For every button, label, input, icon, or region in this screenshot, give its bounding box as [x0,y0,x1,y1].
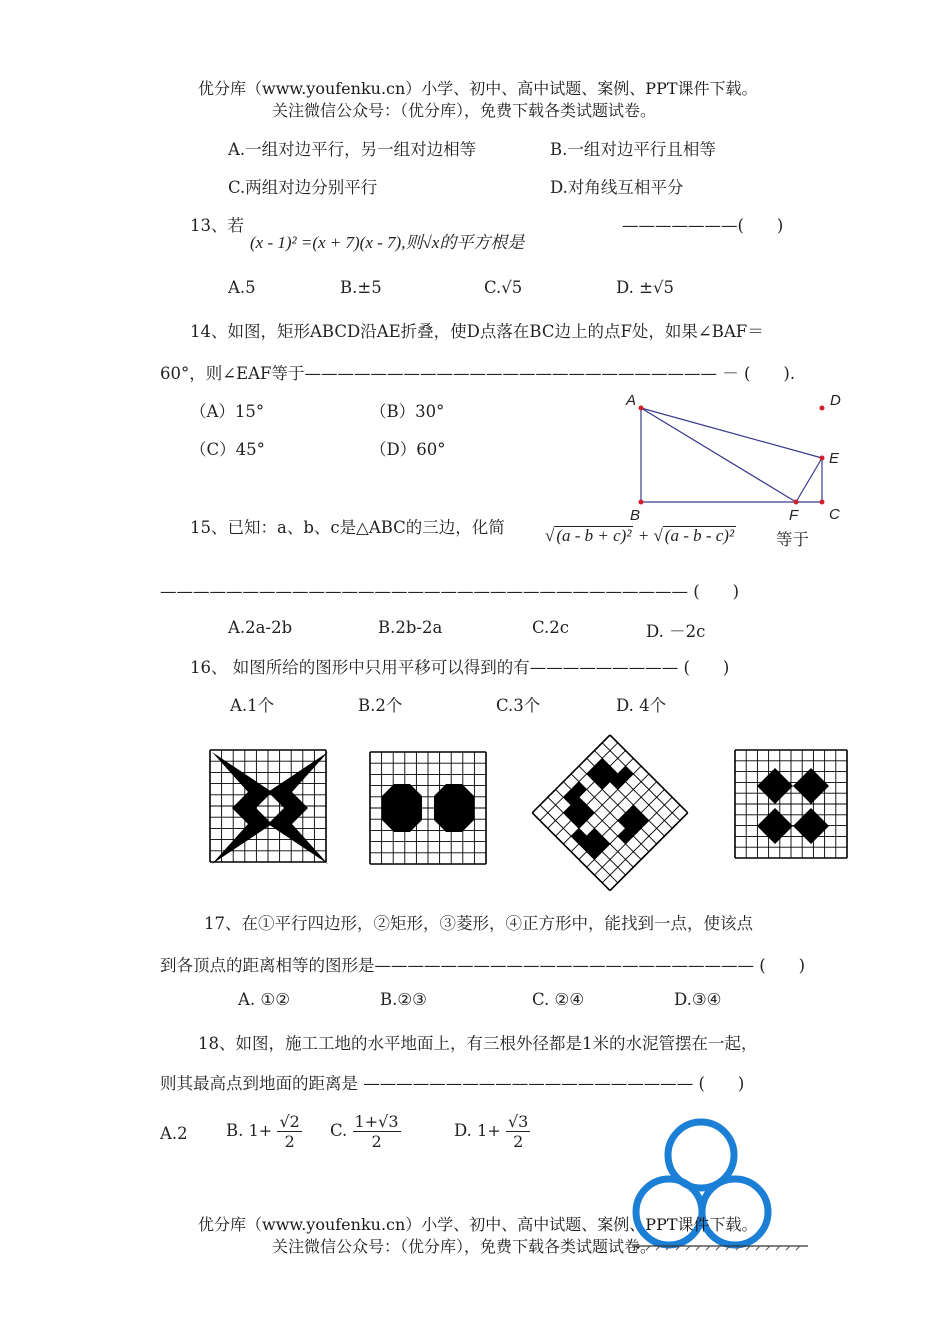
q14-line-2: 60°，则∠EAF等于————————————————————————— － ( ). [160,364,796,383]
q14-label-f: F [789,507,799,524]
q16-option-a: A.1个 [230,696,275,715]
q18-option-c-label: C. [330,1121,348,1141]
q14-label-e: E [829,450,840,467]
q18-option-a: A.2 [160,1124,188,1143]
q13-option-c: C.√5 [484,278,523,297]
q17-line-1: 17、在①平行四边形，②矩形，③菱形，④正方形中，能找到一点，使该点 [204,914,753,933]
q15-option-d: D. －2c [646,622,706,641]
q14-label-c: C [829,506,840,523]
q16-grid-figure-2 [370,752,488,868]
q17-option-b: B.②③ [380,990,427,1009]
q16-grid-figure-4 [735,750,851,862]
q16-option-c: C.3个 [496,696,541,715]
q15-suffix: 等于 [776,530,809,549]
footer-line-1: 优分库（www.youfenku.cn）小学、初中、高中试题、案例、PPT课件下载。 [198,1215,758,1234]
q12-option-d: D.对角线互相平分 [550,178,684,197]
q15-prefix: 15、已知：a、b、c是△ABC的三边，化简 [190,518,505,537]
q14-option-b: （B）30° [370,402,445,421]
q18-option-b-numerator: √2 [279,1112,300,1131]
q16-option-b: B.2个 [358,696,403,715]
q14-label-b: B [630,507,641,524]
q18-option-d-pre: 1+ [477,1121,501,1141]
q17-option-d: D.③④ [674,990,722,1009]
q17-option-a: A. ①② [238,990,290,1009]
q15-option-b: B.2b-2a [378,618,443,637]
q18-line-2: 则其最高点到地面的距离是 ———————————————————— ( ) [160,1074,745,1093]
q18-option-d-label: D. [454,1121,472,1141]
q18-option-c-numerator: 1+√3 [354,1112,399,1131]
q13-equation: (x - 1)² =(x + 7)(x - 7),则√x的平方根是 [250,233,525,252]
q16-stem: 16、 如图所给的图形中只用平移可以得到的有————————— ( ) [190,658,730,677]
q12-option-c: C.两组对边分别平行 [228,178,378,197]
q15-option-c: C.2c [532,618,570,637]
q15-expr-1: (a - b + c)² [556,526,632,545]
q18-option-b-pre: 1+ [248,1121,273,1141]
q18-option-c-denominator: 2 [371,1132,382,1152]
q13-option-d: D. ±√5 [616,278,674,297]
q14-label-a: A [626,392,637,409]
q18-line-1: 18、如图，施工工地的水平地面上，有三根外径都是1米的水泥管摆在一起， [198,1034,758,1053]
q18-option-d-fraction [506,1112,530,1151]
q17-option-c: C. ②④ [532,990,585,1009]
q13-option-b: B.±5 [340,278,382,297]
q14-label-d: D [830,392,841,409]
q18-option-b-denominator: 2 [284,1132,295,1152]
q14-line-1: 14、如图，矩形ABCD沿AE折叠，使D点落在BC边上的点F处，如果∠BAF＝ [190,322,764,341]
q18-option-c-fraction [353,1112,401,1151]
q16-grid-figure-1 [210,750,330,866]
q15-dashes: ———————————————————————————————— ( ) [160,582,740,601]
q18-option-d [454,1112,530,1151]
footer-line-2: 关注微信公众号：（优分库），免费下载各类试题试卷。 [272,1237,657,1256]
q15-plus: + [637,526,650,545]
q13-dashes: ———————( ) [622,216,784,235]
q12-option-b: B.一组对边平行且相等 [550,140,716,159]
q18-option-b-fraction [277,1112,301,1151]
q16-grid-figure-3 [530,733,690,893]
q18-option-d-numerator: √3 [507,1112,529,1131]
q15-expr-2: (a - b - c)² [664,526,735,545]
q15-option-a: A.2a-2b [228,618,293,637]
q14-option-c: （C）45° [190,440,265,459]
q13-option-a: A.5 [228,278,256,297]
q12-option-a: A.一组对边平行，另一组对边相等 [228,140,477,159]
q18-option-c [330,1112,401,1151]
q13-prefix: 13、若 [190,216,244,235]
q18-option-b [226,1112,302,1151]
q14-option-a: （A）15° [190,402,265,421]
q16-option-d: D. 4个 [616,696,667,715]
q15-expression: √ (a - b + c)² + √ (a - b - c)² [545,526,735,545]
header-line-2: 关注微信公众号：（优分库），免费下载各类试题试卷。 [272,101,657,120]
q17-line-2: 到各顶点的距离相等的图形是——————————————————————— ( ) [160,956,806,975]
header-line-1: 优分库（www.youfenku.cn）小学、初中、高中试题、案例、PPT课件下载。 [198,79,758,98]
q14-option-d: （D）60° [370,440,446,459]
q18-option-b-label: B. [226,1121,244,1141]
q18-option-d-denominator: 2 [513,1132,524,1152]
